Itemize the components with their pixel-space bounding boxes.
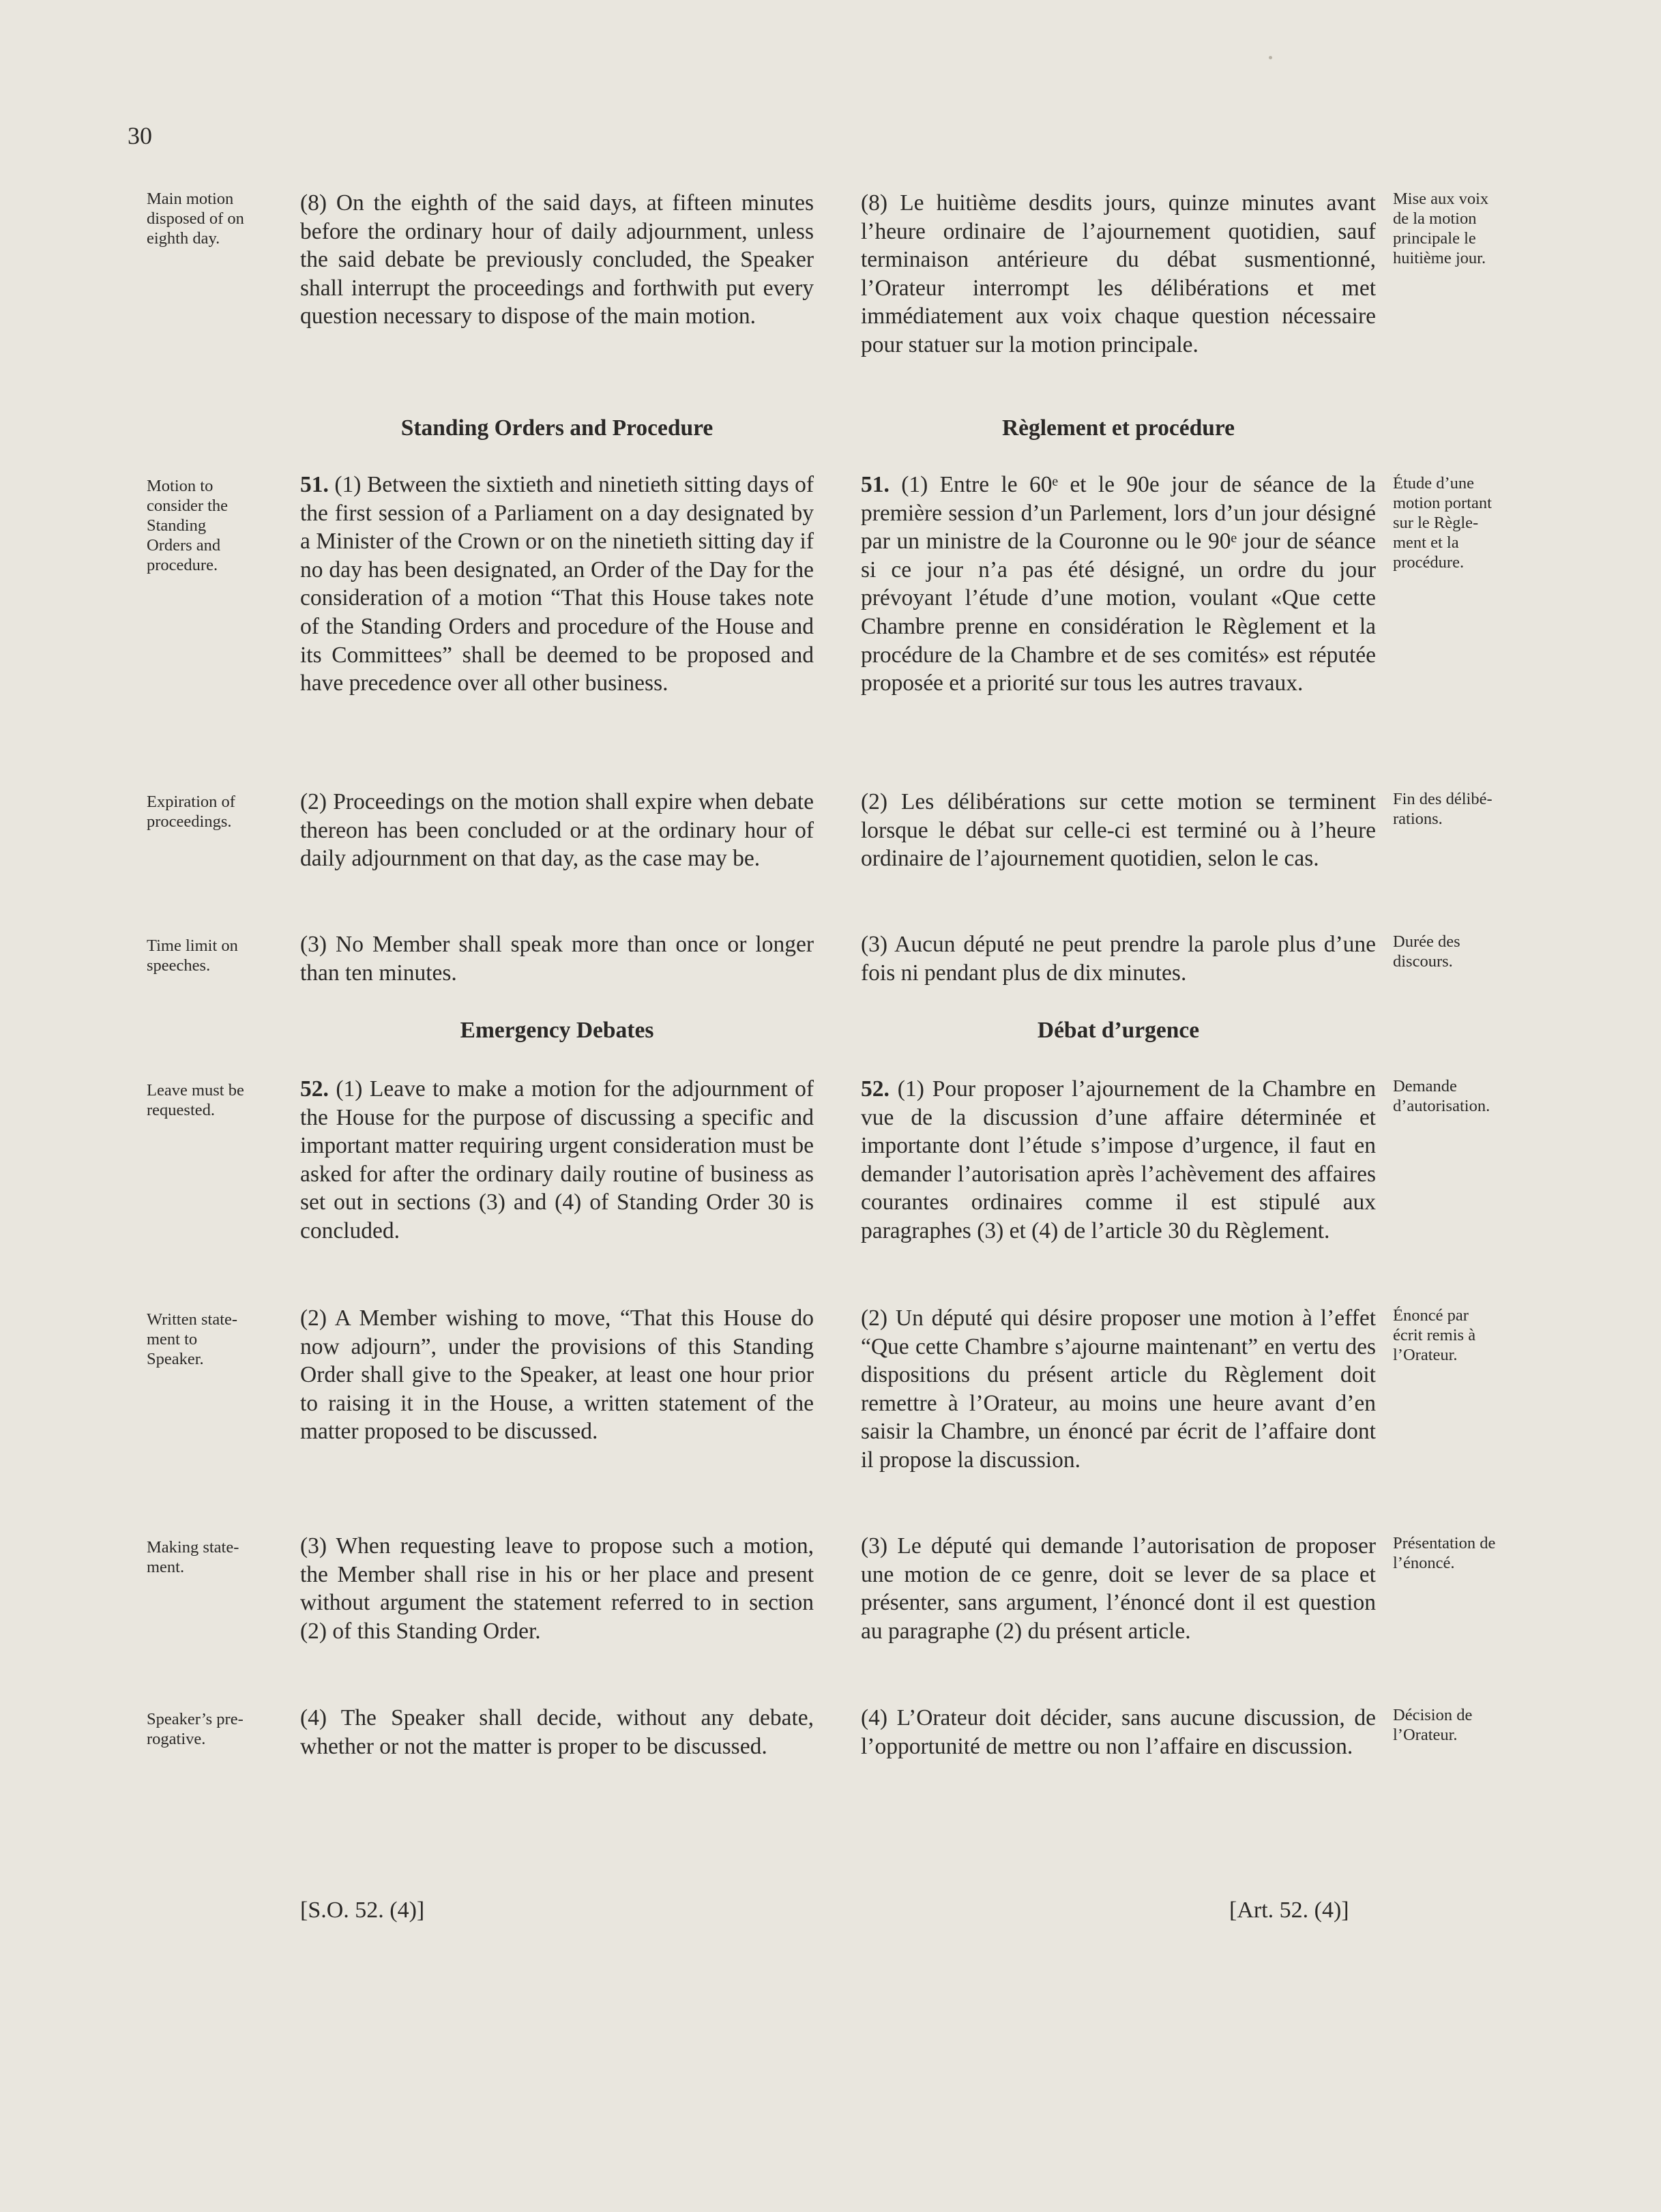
margin-note-en-7: Making state- ment.	[147, 1538, 239, 1576]
en-para-51-3: (3) No Member shall speak more than once or longer than ten minutes.	[300, 932, 814, 986]
en-para-52-3: (3) When requesting leave to propose such a motion, the Member shall rise in his or her place and present without argument the statement referred to in section (2) of this Standing Order.	[300, 1533, 814, 1644]
margin-note-fr-4: Durée des discours.	[1393, 932, 1460, 971]
margin-note-en-6: Written state- ment to Speaker.	[147, 1310, 238, 1368]
fr-para-51-1: 51. (1) Entre le 60ᵉ et le 90e jour de séance de la première session d’un Parlement, lors d’un jour désigné par un ministre de la Couronne ou le 90ᵉ jour de séance si ce jour n’a pas été désigné, un ordre du jour prévoyant l’étude d’une motion, voulant «Que cette Chambre prenne en considération le Règlement et la procédure de la Chambre et de ses comités» est réputée proposée et a priorité sur tous les autres travaux.	[861, 472, 1376, 696]
en-para-52-1: 52. (1) Leave to make a motion for the adjournment of the House for the purpose of discussing a specific and important matter requiring urgent consideration must be asked for after the ordinary daily routine of business as set out in sections (3) and (4) of Standing Order 30 is concluded.	[300, 1076, 814, 1243]
en-para-52-2: (2) A Member wishing to move, “That this House do now adjourn”, under the provisions of this Standing Order shall give to the Speaker, at least one hour prior to raising it in the House, a written statement of the matter proposed to be discussed.	[300, 1306, 814, 1445]
en-para-51-1: 51. (1) Between the sixtieth and ninetieth sitting days of the first session of a Parliament on a day designated by a Minister of the Crown or on the ninetieth sitting day if no day has been designated, an Order of the Day for the consideration of a motion “That this House takes note of the Standing Orders and procedure of the House and its Committees” shall be deemed to be proposed and have precedence over all other business.	[300, 472, 814, 696]
fr-para-8: (8) Le huitième desdits jours, quinze minutes avant l’heure ordinaire de l’ajournement quotidien, sauf terminaison antérieure du débat susmentionné, l’Orateur interrompt les délibérations et met immédiatement aux voix chaque question nécessaire pour statuer sur la motion principale.	[861, 190, 1376, 357]
footer-reference-fr: [Art. 52. (4)]	[1229, 1898, 1349, 1923]
margin-note-fr-1: Mise aux voix de la motion principale le huitième jour.	[1393, 190, 1489, 267]
margin-note-en-8: Speaker’s pre- rogative.	[147, 1710, 244, 1748]
fr-para-52-4: (4) L’Orateur doit décider, sans aucune discussion, de l’opportunité de mettre ou non l’affaire en discussion.	[861, 1705, 1376, 1759]
margin-note-fr-3: Fin des délibé- rations.	[1393, 790, 1493, 828]
margin-note-en-1: Main motion disposed of on eighth day.	[147, 190, 244, 248]
fr-heading-debat-urgence: Débat d’urgence	[1037, 1018, 1200, 1043]
fr-para-52-3: (3) Le député qui demande l’autorisation de proposer une motion de ce genre, doit se lever de sa place et présenter, sans argument, l’énoncé dont il est question au paragraphe (2) du présent article.	[861, 1533, 1376, 1644]
margin-note-en-4: Time limit on speeches.	[147, 937, 238, 975]
en-para-8: (8) On the eighth of the said days, at fifteen minutes before the ordinary hour of daily adjournment, unless the said debate be previously concluded, the Speaker shall interrupt the proceedings and forthwith put every question necessary to dispose of the main motion.	[300, 190, 814, 329]
footer-reference-en: [S.O. 52. (4)]	[300, 1898, 425, 1923]
margin-note-en-3: Expiration of proceedings.	[147, 793, 235, 831]
en-para-52-4: (4) The Speaker shall decide, without any debate, whether or not the matter is proper to be discussed.	[300, 1705, 814, 1759]
margin-note-fr-8: Décision de l’Orateur.	[1393, 1706, 1473, 1744]
margin-note-en-2: Motion to consider the Standing Orders and procedure.	[147, 477, 229, 574]
margin-note-fr-5: Demande d’autorisation.	[1393, 1077, 1490, 1115]
en-heading-emergency-debates: Emergency Debates	[460, 1018, 654, 1043]
fr-heading-reglement: Règlement et procédure	[1001, 415, 1235, 441]
margin-note-fr-7: Présentation de l’énoncé.	[1393, 1534, 1496, 1572]
fr-para-52-1: 52. (1) Pour proposer l’ajournement de la Chambre en vue de la discussion d’une affaire déterminée et importante dont l’étude s’impose d’urgence, il faut en demander l’autorisation après l’achèvement des affaires courantes ordinaires comme il est stipulé aux paragraphes (3) et (4) de l’article 30 du Règlement.	[861, 1076, 1376, 1243]
en-heading-standing-orders: Standing Orders and Procedure	[400, 415, 714, 441]
en-para-51-2: (2) Proceedings on the motion shall expire when debate thereon has been concluded or at the ordinary hour of daily adjournment on that day, as the case may be.	[300, 789, 814, 872]
margin-note-en-5: Leave must be requested.	[147, 1081, 244, 1119]
ink-speck	[1269, 56, 1272, 59]
page-number: 30	[128, 122, 152, 149]
fr-para-52-2: (2) Un député qui désire proposer une motion à l’effet “Que cette Chambre s’ajourne maintenant” en vertu des dispositions du présent article du Règlement doit remettre à l’Orateur, au moins une heure avant d’en saisir la Chambre, un énoncé par écrit de l’affaire dont il propose la discussion.	[861, 1306, 1376, 1473]
fr-para-51-2: (2) Les délibérations sur cette motion se terminent lorsque le débat sur celle-ci est terminé ou à l’heure ordinaire de l’ajournement quotidien, selon le cas.	[861, 789, 1376, 872]
fr-para-51-3: (3) Aucun député ne peut prendre la parole plus d’une fois ni pendant plus de dix minutes.	[861, 932, 1376, 986]
margin-note-fr-6: Énoncé par écrit remis à l’Orateur.	[1393, 1306, 1476, 1364]
margin-note-fr-2: Étude d’une motion portant sur le Règle- ment et la procédure.	[1393, 474, 1492, 572]
